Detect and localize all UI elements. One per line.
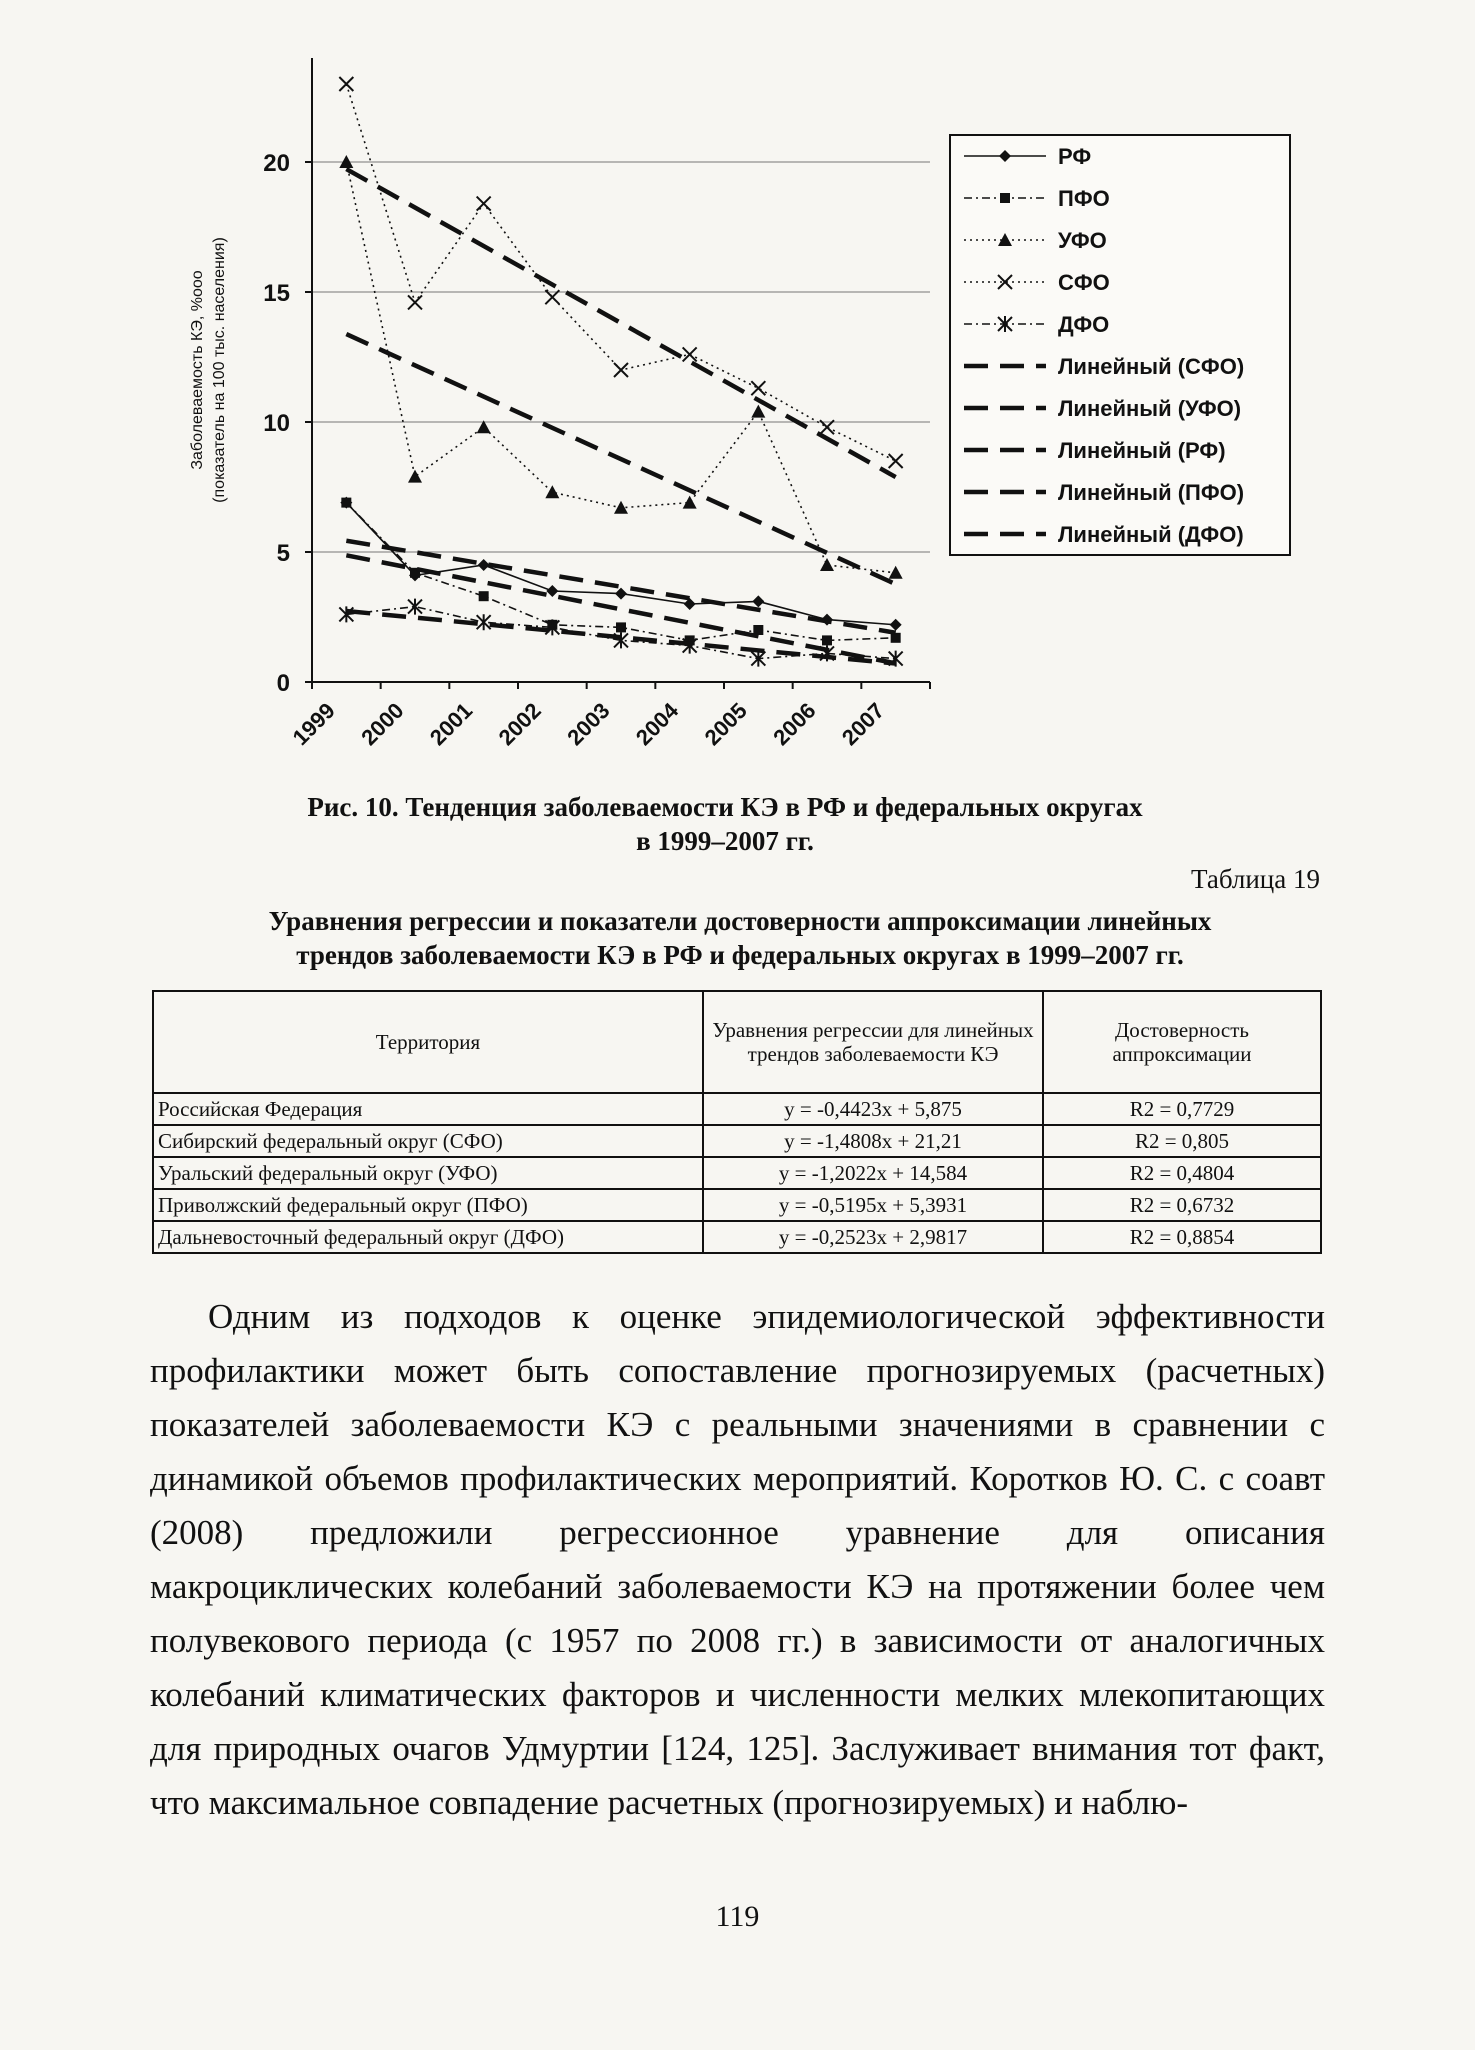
data-point-дфо (408, 599, 422, 615)
equation-cell: y = -1,4808x + 21,21 (703, 1125, 1043, 1157)
regression-table (152, 990, 1322, 1254)
data-point-пфо (479, 591, 489, 601)
table-row (153, 1221, 1321, 1253)
data-point-сфо (683, 347, 697, 361)
equation-cell: y = -0,2523x + 2,9817 (703, 1221, 1043, 1253)
figure-caption-line-1: Рис. 10. Тенденция заболеваемости КЭ в РФ и федеральных округах (307, 792, 1143, 822)
r2-cell: R2 = 0,7729 (1043, 1093, 1321, 1125)
incidence-trend-chart (150, 40, 1310, 780)
y-tick-label: 0 (276, 670, 290, 697)
table-title-line-1: Уравнения регрессии и показатели достоверности аппроксимации линейных (268, 906, 1212, 936)
equation-cell: y = -0,5195x + 5,3931 (703, 1189, 1043, 1221)
data-point-сфо (408, 295, 422, 309)
table-title (150, 904, 1330, 972)
x-tick-label: 2007 (836, 697, 890, 751)
y-tick-label: 10 (263, 410, 290, 437)
legend-label-линейный-уфо: Линейный (УФО) (1058, 396, 1242, 421)
figure-caption-line-2: в 1999–2007 гг. (636, 826, 814, 856)
table-row (153, 1157, 1321, 1189)
data-point-пфо (341, 498, 351, 508)
table-row (153, 1189, 1321, 1221)
equation-cell: y = -1,2022x + 14,584 (703, 1157, 1043, 1189)
x-tick-label: 2005 (699, 697, 752, 751)
legend-label-линейный-дфо: Линейный (ДФО) (1058, 522, 1244, 547)
x-tick-label: 2003 (562, 697, 615, 751)
y-tick-label: 5 (276, 540, 290, 567)
data-point-уфо (545, 485, 559, 498)
legend-label-линейный-сфо: Линейный (СФО) (1058, 354, 1245, 379)
data-point-уфо (683, 496, 697, 509)
territory-cell: Российская Федерация (153, 1093, 703, 1125)
x-tick-label: 1999 (287, 697, 340, 751)
body-text (150, 1290, 1325, 1830)
data-point-пфо (616, 622, 626, 632)
r2-cell: R2 = 0,805 (1043, 1125, 1321, 1157)
data-point-уфо (889, 566, 903, 579)
trend-line-линейный-сфо (346, 169, 895, 477)
table-number: Таблица 19 (1191, 864, 1320, 894)
body-paragraph: Одним из подходов к оценке эпидемиологической эффективности профилактики может быть сопоставление прогнозируемых (расчетных) показателей заболеваемости КЭ с реальными значениями в сравнении с динамикой объемов профилактических мероприятий. Коротков Ю. С. с соавт (2008) предложили регрессионное уравнение для описания макроциклических колебаний заболеваемости КЭ на протяжении более чем полувекового периода (с 1957 по 2008 гг.) в зависимости от аналогичных колебаний климатических факторов и численности мелких млекопитающих для природных очагов Удмуртии [124, 125]. Заслуживает внимания тот факт, что максимальное совпадение расчетных (прогнозируемых) и наблю- (150, 1297, 1325, 1822)
data-point-уфо (751, 405, 765, 418)
data-point-рф (546, 585, 558, 597)
x-tick-label: 2004 (630, 697, 684, 751)
figure-caption (150, 790, 1300, 858)
page-number: 119 (715, 1900, 760, 1933)
territory-cell: Дальневосточный федеральный округ (ДФО) (153, 1221, 703, 1253)
territory-cell: Приволжский федеральный округ (ПФО) (153, 1189, 703, 1221)
r2-cell: R2 = 0,6732 (1043, 1189, 1321, 1221)
header-regression: Уравнения регрессии для линейных трендов заболеваемости КЭ (703, 991, 1043, 1093)
data-point-пфо (822, 635, 832, 645)
table-row (153, 1125, 1321, 1157)
data-point-рф (890, 619, 902, 631)
y-tick-label: 15 (263, 280, 290, 307)
legend-label-линейный-рф: Линейный (РФ) (1058, 438, 1226, 463)
territory-cell: Уральский федеральный округ (УФО) (153, 1157, 703, 1189)
legend-label-пфо: ПФО (1058, 186, 1110, 211)
trend-line-линейный-уфо (346, 334, 895, 584)
header-approximation: Достоверность аппроксимации (1043, 991, 1321, 1093)
table-row (153, 1093, 1321, 1125)
legend-label-сфо: СФО (1058, 270, 1110, 295)
data-point-рф (615, 588, 627, 600)
x-tick-label: 2006 (768, 697, 821, 751)
y-tick-label: 20 (263, 150, 290, 177)
data-point-рф (752, 595, 764, 607)
legend-label-дфо: ДФО (1058, 312, 1110, 337)
series-line-сфо (346, 84, 895, 461)
table-title-line-2: трендов заболеваемости КЭ в РФ и федеральных округах в 1999–2007 гг. (296, 940, 1184, 970)
data-point-сфо (751, 381, 765, 395)
series-line-рф (346, 503, 895, 625)
territory-cell: Сибирский федеральный округ (СФО) (153, 1125, 703, 1157)
r2-cell: R2 = 0,4804 (1043, 1157, 1321, 1189)
table-header-row (153, 991, 1321, 1093)
x-tick-label: 2002 (493, 697, 546, 751)
x-tick-label: 2000 (356, 697, 409, 751)
data-point-рф (478, 559, 490, 571)
data-point-сфо (477, 197, 491, 211)
data-point-сфо (614, 363, 628, 377)
equation-cell: y = -0,4423x + 5,875 (703, 1093, 1043, 1125)
y-axis-title: Заболеваемость КЭ, %ооо (189, 270, 206, 470)
x-tick-label: 2001 (424, 697, 478, 751)
data-point-сфо (339, 77, 353, 91)
data-point-уфо (820, 558, 834, 571)
y-axis-subtitle: (показатель на 100 тыс. населения) (211, 237, 228, 503)
legend-label-уфо: УФО (1058, 228, 1107, 253)
legend-label-линейный-пфо: Линейный (ПФО) (1058, 480, 1245, 505)
header-territory: Территория (153, 991, 703, 1093)
legend-marker-пфо (1000, 193, 1010, 203)
legend-label-рф: РФ (1058, 144, 1092, 169)
data-point-сфо (889, 454, 903, 468)
r2-cell: R2 = 0,8854 (1043, 1221, 1321, 1253)
data-point-уфо (408, 470, 422, 483)
